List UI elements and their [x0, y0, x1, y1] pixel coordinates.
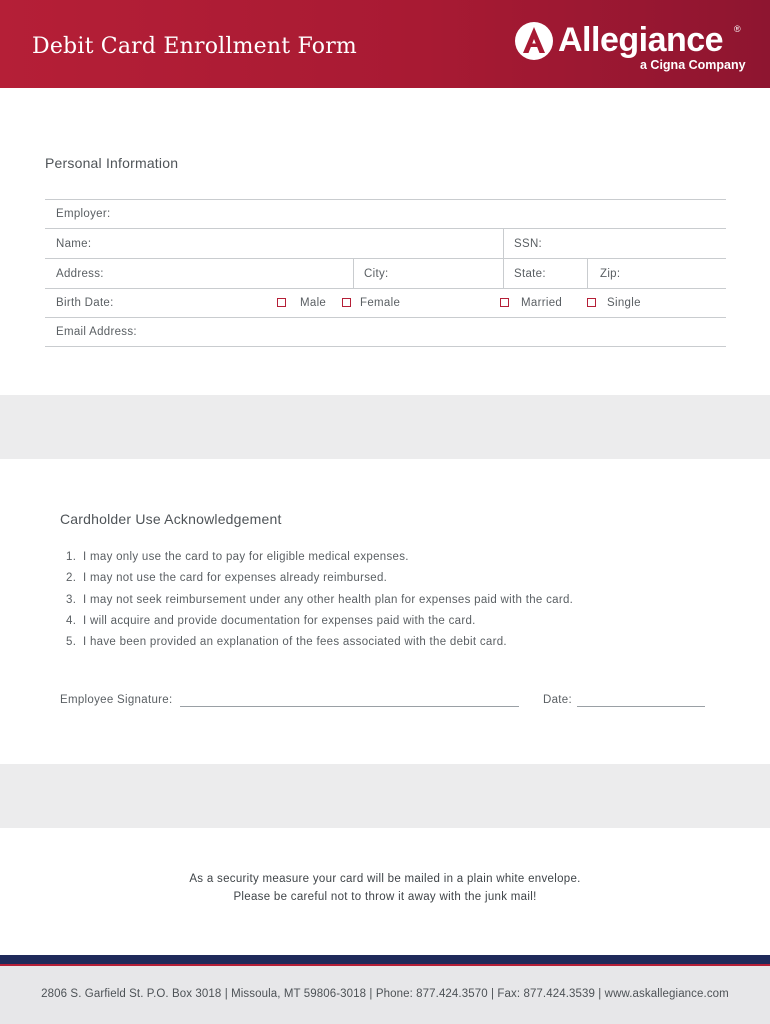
state-field[interactable]: State:	[514, 268, 546, 280]
list-number: 5.	[66, 636, 77, 649]
list-number: 4.	[66, 614, 77, 627]
list-number: 2.	[66, 572, 77, 585]
male-checkbox[interactable]	[277, 298, 286, 307]
logo-tagline: a Cigna Company	[640, 58, 746, 72]
email-field[interactable]: Email Address:	[56, 326, 137, 338]
zip-field[interactable]: Zip:	[600, 268, 621, 280]
list-text: I may not use the card for expenses already reimbursed.	[83, 572, 388, 585]
married-checkbox[interactable]	[500, 298, 509, 307]
section-divider-band	[0, 764, 770, 828]
ssn-field[interactable]: SSN:	[514, 238, 543, 250]
registered-mark: ®	[734, 24, 741, 34]
list-text: I have been provided an explanation of the fees associated with the debit card.	[83, 636, 507, 649]
security-notice-line-2: Please be careful not to throw it away with the junk mail!	[233, 891, 537, 903]
form-rule	[45, 228, 726, 229]
form-title: Debit Card Enrollment Form	[32, 34, 357, 59]
footer-contact-info: 2806 S. Garfield St. P.O. Box 3018 | Missoula, MT 59806-3018 | Phone: 877.424.3570 | Fax: 877.424.3539 | www.askallegiance.com	[41, 988, 729, 1000]
date-field[interactable]	[577, 706, 705, 707]
list-text: I will acquire and provide documentation for expenses paid with the card.	[83, 614, 476, 627]
form-rule	[45, 317, 726, 318]
list-text: I may not seek reimbursement under any other health plan for expenses paid with the card.	[83, 593, 574, 606]
form-rule	[45, 199, 726, 200]
allegiance-logo	[514, 18, 746, 78]
name-field[interactable]: Name:	[56, 238, 92, 250]
list-number: 3.	[66, 593, 77, 606]
female-label: Female	[360, 297, 401, 309]
form-divider	[353, 258, 354, 288]
page-header	[0, 0, 770, 88]
section-divider-band	[0, 395, 770, 459]
male-label: Male	[300, 297, 327, 309]
allegiance-a-icon	[514, 21, 554, 61]
form-divider	[587, 258, 588, 288]
address-field[interactable]: Address:	[56, 268, 104, 280]
signature-field[interactable]	[180, 706, 519, 707]
page-footer	[0, 966, 770, 1024]
logo-wordmark: Allegiance	[558, 21, 724, 59]
form-divider	[503, 258, 504, 288]
date-label: Date:	[543, 694, 572, 706]
list-number: 1.	[66, 551, 77, 563]
signature-label: Employee Signature:	[60, 694, 173, 706]
form-rule	[45, 258, 726, 259]
female-checkbox[interactable]	[342, 298, 351, 307]
form-rule	[45, 288, 726, 289]
form-rule	[45, 346, 726, 347]
city-field[interactable]: City:	[364, 268, 389, 280]
security-notice-line-1: As a security measure your card will be mailed in a plain white envelope.	[189, 873, 581, 885]
single-checkbox[interactable]	[587, 298, 596, 307]
footer-stripe-navy	[0, 955, 770, 964]
personal-info-title: Personal Information	[45, 155, 179, 171]
form-divider	[503, 228, 504, 258]
acknowledgement-title: Cardholder Use Acknowledgement	[60, 511, 282, 527]
employer-field[interactable]: Employer:	[56, 208, 111, 220]
single-label: Single	[607, 297, 641, 309]
birth-date-field[interactable]: Birth Date:	[56, 297, 114, 309]
list-text: I may only use the card to pay for eligible medical expenses.	[83, 551, 409, 563]
married-label: Married	[521, 297, 563, 309]
